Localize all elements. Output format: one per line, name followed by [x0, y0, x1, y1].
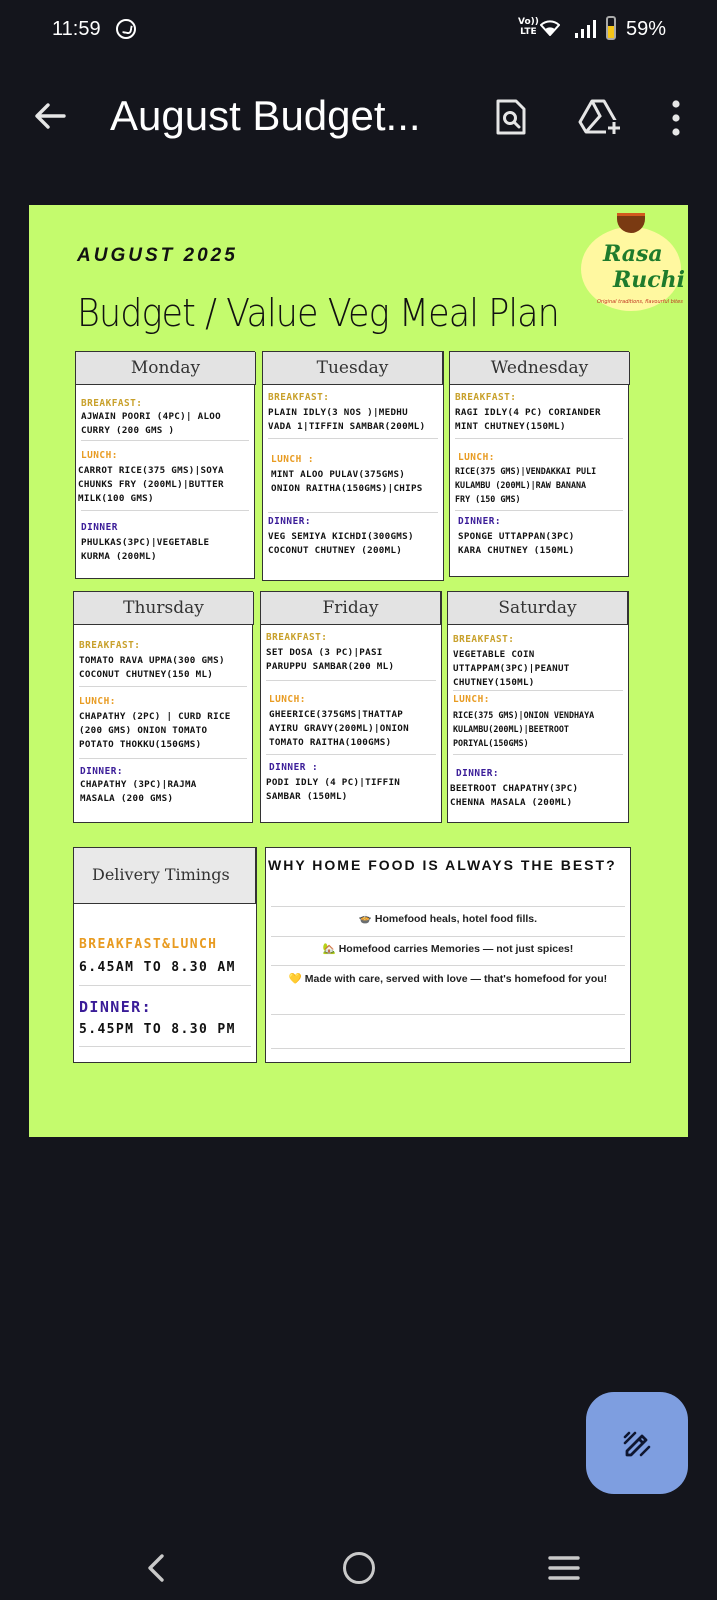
day-heading: Friday — [261, 592, 441, 625]
lunch-line: MILK(100 GMS) — [78, 493, 154, 504]
dinner-label: DINNER — [81, 522, 118, 533]
breakfast-line: PLAIN IDLY(3 NOS )|MEDHU — [268, 407, 408, 418]
nav-recents-icon[interactable] — [548, 1554, 580, 1582]
why-line: 🏡 Homefood carries Memories — not just spices! — [322, 943, 574, 955]
back-arrow-icon[interactable] — [30, 96, 70, 136]
lunch-line: PORIYAL(150GMS) — [453, 738, 529, 748]
dinner-label: DINNER : — [269, 762, 319, 773]
why-line: 💛 Made with care, served with love — that's homefood for you! — [288, 973, 608, 985]
breakfast-line: PARUPPU SAMBAR(200 ML) — [266, 661, 395, 672]
dinner-line: SAMBAR (150ML) — [266, 791, 348, 802]
dinner-line: COCONUT CHUTNEY (200ML) — [268, 545, 403, 556]
why-title: WHY HOME FOOD IS ALWAYS THE BEST? — [268, 857, 617, 873]
lunch-line: KULAMBU (200ML)|RAW BANANA — [455, 480, 587, 490]
day-heading: Saturday — [448, 592, 628, 625]
delivery-timings-card — [73, 847, 257, 1063]
lunch-line: FRY (150 GMS) — [455, 494, 521, 504]
day-card-thursday — [73, 591, 253, 823]
lunch-line: GHEERICE(375GMS|THATTAP — [269, 709, 404, 720]
breakfast-label: BREAKFAST: — [266, 632, 328, 643]
dinner-line: CHENNA MASALA (200ML) — [450, 797, 573, 808]
more-vert-icon[interactable] — [664, 98, 688, 138]
dinner-time: 5.45PM TO 8.30 PM — [79, 1022, 236, 1037]
dinner-line: VEG SEMIYA KICHDI(300GMS) — [268, 531, 414, 542]
day-heading: Tuesday — [263, 352, 443, 385]
breakfast-line: AJWAIN POORI (4PC)| ALOO — [81, 411, 221, 422]
clock: 11:59 — [52, 18, 101, 40]
lunch-label: LUNCH: — [269, 694, 306, 705]
lunch-label: LUNCH: — [458, 452, 495, 463]
breakfast-lunch-time: 6.45AM TO 8.30 AM — [79, 960, 236, 975]
why-line: 🍲 Homefood heals, hotel food fills. — [358, 913, 538, 925]
whatsapp-icon — [116, 19, 136, 39]
dinner-label: DINNER: — [458, 516, 502, 527]
plan-title: Budget / Value Veg Meal Plan — [77, 291, 559, 335]
edit-icon — [619, 1425, 655, 1461]
month-heading: AUGUST 2025 — [77, 245, 238, 266]
breakfast-label: BREAKFAST: — [79, 640, 141, 651]
breakfast-line: UTTAPPAM(3PC)|PEANUT — [453, 663, 570, 674]
why-home-food-card — [265, 847, 631, 1063]
breakfast-label: BREAKFAST: — [81, 398, 143, 409]
signal-icon — [575, 20, 597, 38]
dinner-line: SPONGE UTTAPPAN(3PC) — [458, 531, 575, 542]
breakfast-line: VADA 1|TIFFIN SAMBAR(200ML) — [268, 421, 426, 432]
breakfast-line: VEGETABLE COIN — [453, 649, 535, 660]
day-heading: Monday — [76, 352, 256, 385]
rasa-ruchi-logo: Rasa Ruchi Original traditions, flavourful bites — [577, 207, 685, 315]
dinner-line: KURMA (200ML) — [81, 551, 157, 562]
breakfast-line: TOMATO RAVA UPMA(300 GMS) — [79, 655, 225, 666]
delivery-heading: Delivery Timings — [74, 848, 256, 904]
breakfast-line: CURRY (200 GMS ) — [81, 425, 175, 436]
lunch-line: RICE(375 GMS)|VENDAKKAI PULI — [455, 466, 597, 476]
dinner-line: PHULKAS(3PC)|VEGETABLE — [81, 537, 210, 548]
breakfast-label: BREAKFAST: — [455, 392, 517, 403]
dinner-line: CHAPATHY (3PC)|RAJMA — [80, 779, 197, 790]
lunch-label: LUNCH: — [79, 696, 116, 707]
breakfast-line: SET DOSA (3 PC)|PASI — [266, 647, 383, 658]
breakfast-line: MINT CHUTNEY(150ML) — [455, 421, 566, 432]
volte-indicator: Vo)) LTE — [518, 17, 539, 37]
lunch-line: AYIRU GRAVY(200ML)|ONION — [269, 723, 409, 734]
nav-home-icon[interactable] — [343, 1552, 375, 1584]
dinner-label: DINNER: — [80, 766, 124, 777]
lunch-line: CARROT RICE(375 GMS)|SOYA — [78, 465, 224, 476]
day-card-monday — [75, 351, 255, 579]
dinner-label: DINNER: — [79, 998, 153, 1016]
dinner-line: PODI IDLY (4 PC)|TIFFIN — [266, 777, 401, 788]
breakfast-line: RAGI IDLY(4 PC) CORIANDER — [455, 407, 601, 418]
dinner-label: DINNER: — [456, 768, 500, 779]
lunch-line: CHUNKS FRY (200ML)|BUTTER — [78, 479, 224, 490]
lunch-line: KULAMBU(200ML)|BEETROOT — [453, 724, 569, 734]
dinner-line: MASALA (200 GMS) — [80, 793, 174, 804]
edit-fab-button[interactable] — [586, 1392, 688, 1494]
document-page[interactable] — [29, 205, 688, 1137]
lunch-label: LUNCH: — [81, 450, 118, 461]
lunch-line: POTATO THOKKU(150GMS) — [79, 739, 202, 750]
lunch-line: RICE(375 GMS)|ONION VENDHAYA — [453, 710, 595, 720]
dinner-line: BEETROOT CHAPATHY(3PC) — [450, 783, 579, 794]
add-to-drive-icon[interactable] — [578, 98, 622, 136]
day-card-wednesday — [449, 351, 629, 577]
lunch-label: LUNCH: — [453, 694, 490, 705]
document-title: August Budget... — [110, 92, 421, 139]
dinner-label: DINNER: — [268, 516, 312, 527]
find-in-page-icon[interactable] — [494, 98, 528, 136]
battery-icon — [606, 16, 616, 40]
day-heading: Wednesday — [450, 352, 630, 385]
status-bar — [0, 0, 717, 60]
breakfast-lunch-label: BREAKFAST&LUNCH — [79, 937, 218, 952]
lunch-line: TOMATO RAITHA(100GMS) — [269, 737, 392, 748]
breakfast-line: CHUTNEY(150ML) — [453, 677, 535, 688]
lunch-line: (200 GMS) ONION TOMATO — [79, 725, 208, 736]
system-nav-bar — [0, 1540, 717, 1600]
day-card-saturday — [447, 591, 629, 823]
wifi-icon — [540, 20, 560, 36]
day-card-friday — [260, 591, 442, 823]
lunch-label: LUNCH : — [271, 454, 315, 465]
battery-percent: 59% — [626, 18, 667, 40]
app-bar — [0, 78, 717, 158]
lunch-line: MINT ALOO PULAV(375GMS) — [271, 469, 406, 480]
lunch-line: CHAPATHY (2PC) | CURD RICE — [79, 711, 231, 722]
breakfast-line: COCONUT CHUTNEY(150 ML) — [79, 669, 214, 680]
lunch-line: ONION RAITHA(150GMS)|CHIPS — [271, 483, 423, 494]
breakfast-label: BREAKFAST: — [268, 392, 330, 403]
nav-back-icon[interactable] — [142, 1548, 170, 1588]
dinner-line: KARA CHUTNEY (150ML) — [458, 545, 575, 556]
breakfast-label: BREAKFAST: — [453, 634, 515, 645]
day-heading: Thursday — [74, 592, 254, 625]
day-card-tuesday — [262, 351, 444, 581]
